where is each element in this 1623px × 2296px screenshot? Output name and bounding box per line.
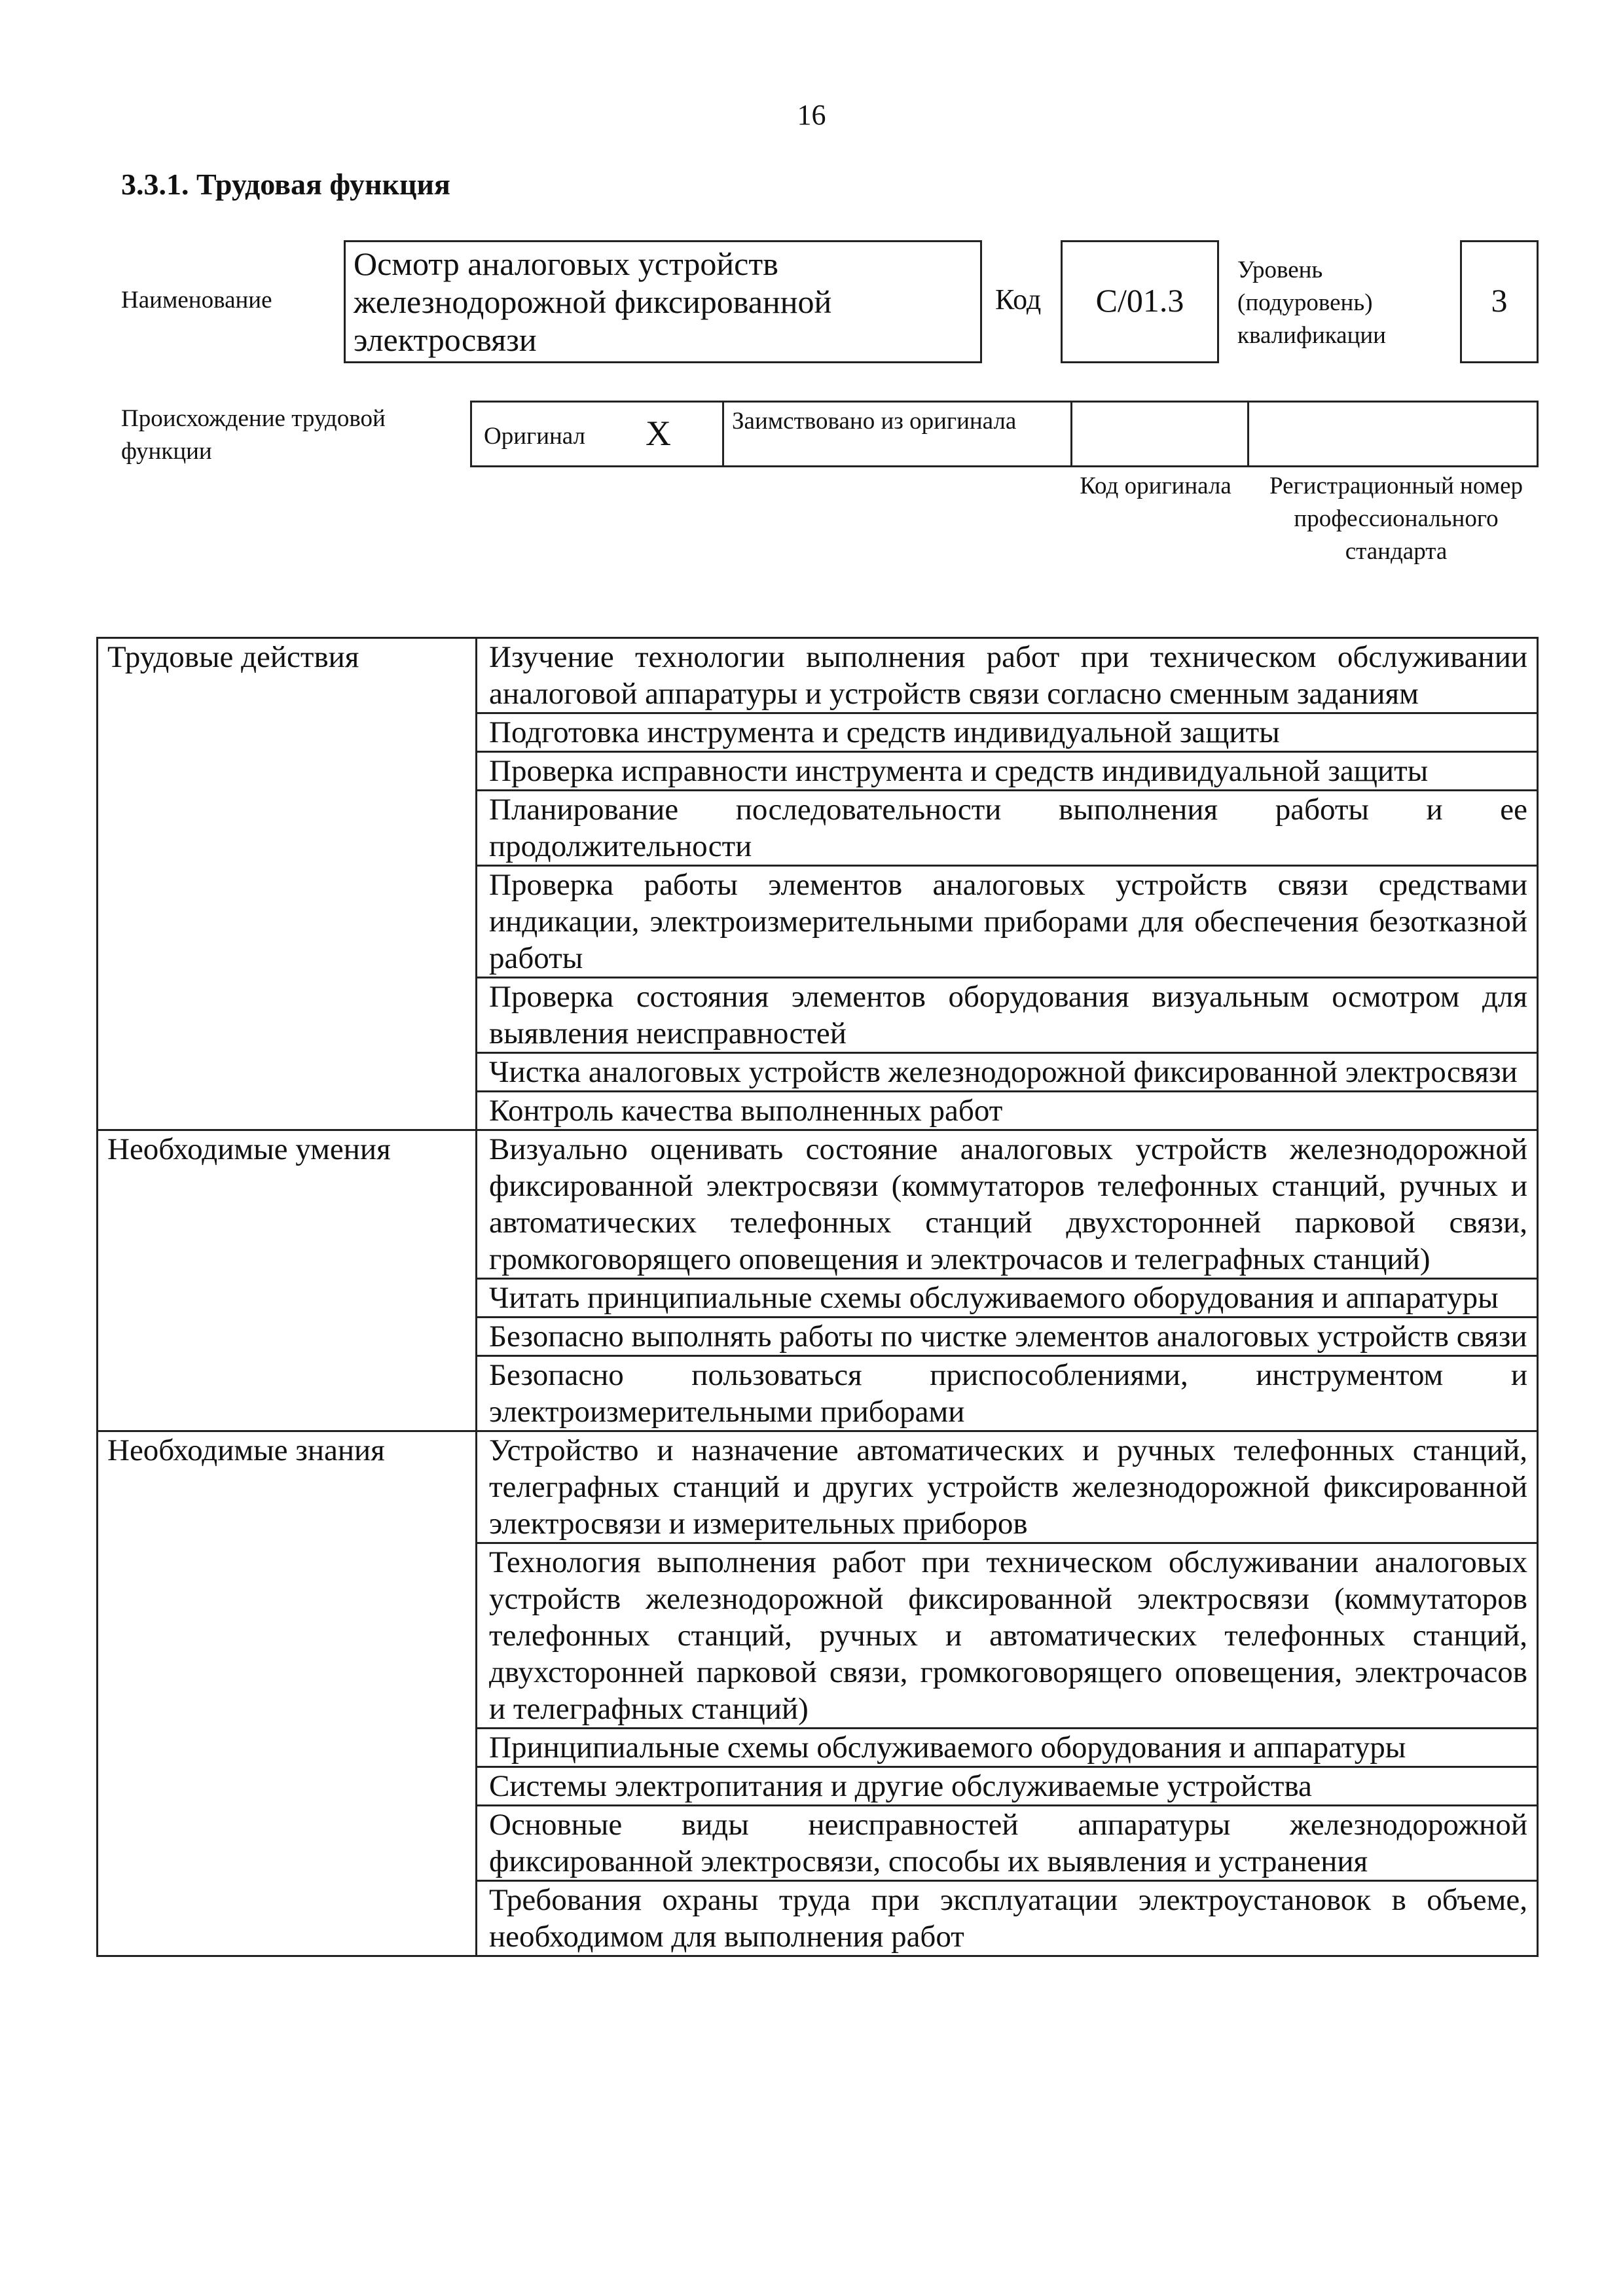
list-item: Требования охраны труда при эксплуатации электроустановок в объеме, необходимом для выполнения работ	[477, 1881, 1538, 1956]
list-item: Чистка аналоговых устройств железнодорожной фиксированной электросвязи	[477, 1053, 1538, 1092]
origin-original-cell	[472, 403, 724, 465]
qualification-level-label: Уровень (подуровень) квалификации	[1237, 257, 1386, 349]
section-title: 3.3.1. Трудовая функция	[121, 168, 450, 201]
origin-original-mark: X	[646, 414, 671, 453]
list-item: Подготовка инструмента и средств индивидуальной защиты	[477, 713, 1538, 752]
origin-original-label: Оригинал	[484, 423, 586, 450]
origin-reg-caption: Регистрационный номер профессионального стандарта	[1269, 473, 1523, 565]
function-details-table	[96, 637, 1539, 1957]
origin-borrowed-cell	[724, 403, 1072, 465]
origin-code-cell	[1072, 403, 1249, 465]
list-item: Основные виды неисправностей аппаратуры железнодорожной фиксированной электросвязи, способы их выявления и устранения	[477, 1806, 1538, 1881]
page-number: 16	[797, 99, 826, 131]
origin-borrowed-label: Заимствовано из оригинала	[732, 408, 1017, 435]
section-title-actions: Трудовые действия	[98, 638, 477, 1130]
table-row	[98, 638, 1538, 713]
list-item: Читать принципиальные схемы обслуживаемого оборудования и аппаратуры	[477, 1279, 1538, 1318]
list-item: Технология выполнения работ при техническом обслуживании аналоговых устройств железнодорожной фиксированной электросвязи (коммутаторов телефонных станций, ручных и автоматических телефонных станций, двухсторонней парковой связи, громкоговорящего оповещения, электрочасов и телеграфных станций)	[477, 1543, 1538, 1729]
origin-code-caption: Код оригинала	[1080, 473, 1231, 499]
list-item: Планирование последовательности выполнения работы и ее продолжительности	[477, 791, 1538, 866]
function-code-label: Код	[995, 283, 1042, 315]
list-item: Контроль качества выполненных работ	[477, 1092, 1538, 1130]
origin-reg-number-cell	[1249, 403, 1537, 465]
origin-row	[470, 401, 1539, 467]
table-row	[98, 1431, 1538, 1543]
list-item: Визуально оценивать состояние аналоговых устройств железнодорожной фиксированной электросвязи (коммутаторов телефонных станций, ручных и автоматических телефонных станций двухсторонней парковой связи, громкоговорящего оповещения и электрочасов и телеграфных станций)	[477, 1130, 1538, 1279]
function-code-value: С/01.3	[1061, 240, 1219, 363]
list-item: Проверка состояния элементов оборудования визуальным осмотром для выявления неисправностей	[477, 978, 1538, 1053]
origin-label: Происхождение трудовой функции	[121, 405, 386, 465]
list-item: Устройство и назначение автоматических и ручных телефонных станций, телеграфных станций и других устройств железнодорожной фиксированной электросвязи и измерительных приборов	[477, 1431, 1538, 1543]
section-title-skills: Необходимые умения	[98, 1130, 477, 1431]
function-name-value: Осмотр аналоговых устройств железнодорожной фиксированной электросвязи	[344, 240, 982, 363]
function-name-label: Наименование	[121, 287, 272, 314]
list-item: Принципиальные схемы обслуживаемого оборудования и аппаратуры	[477, 1729, 1538, 1767]
table-row	[98, 1130, 1538, 1279]
list-item: Проверка исправности инструмента и средств индивидуальной защиты	[477, 752, 1538, 791]
list-item: Проверка работы элементов аналоговых устройств связи средствами индикации, электроизмерительными приборами для обеспечения безотказной работы	[477, 866, 1538, 978]
list-item: Системы электропитания и другие обслуживаемые устройства	[477, 1767, 1538, 1806]
list-item: Безопасно выполнять работы по чистке элементов аналоговых устройств связи	[477, 1318, 1538, 1356]
qualification-level-value: 3	[1460, 240, 1539, 363]
list-item: Безопасно пользоваться приспособлениями, инструментом и электроизмерительными приборами	[477, 1356, 1538, 1431]
list-item: Изучение технологии выполнения работ при техническом обслуживании аналоговой аппаратуры и устройств связи согласно сменным заданиям	[477, 638, 1538, 713]
section-title-knowledge: Необходимые знания	[98, 1431, 477, 1956]
